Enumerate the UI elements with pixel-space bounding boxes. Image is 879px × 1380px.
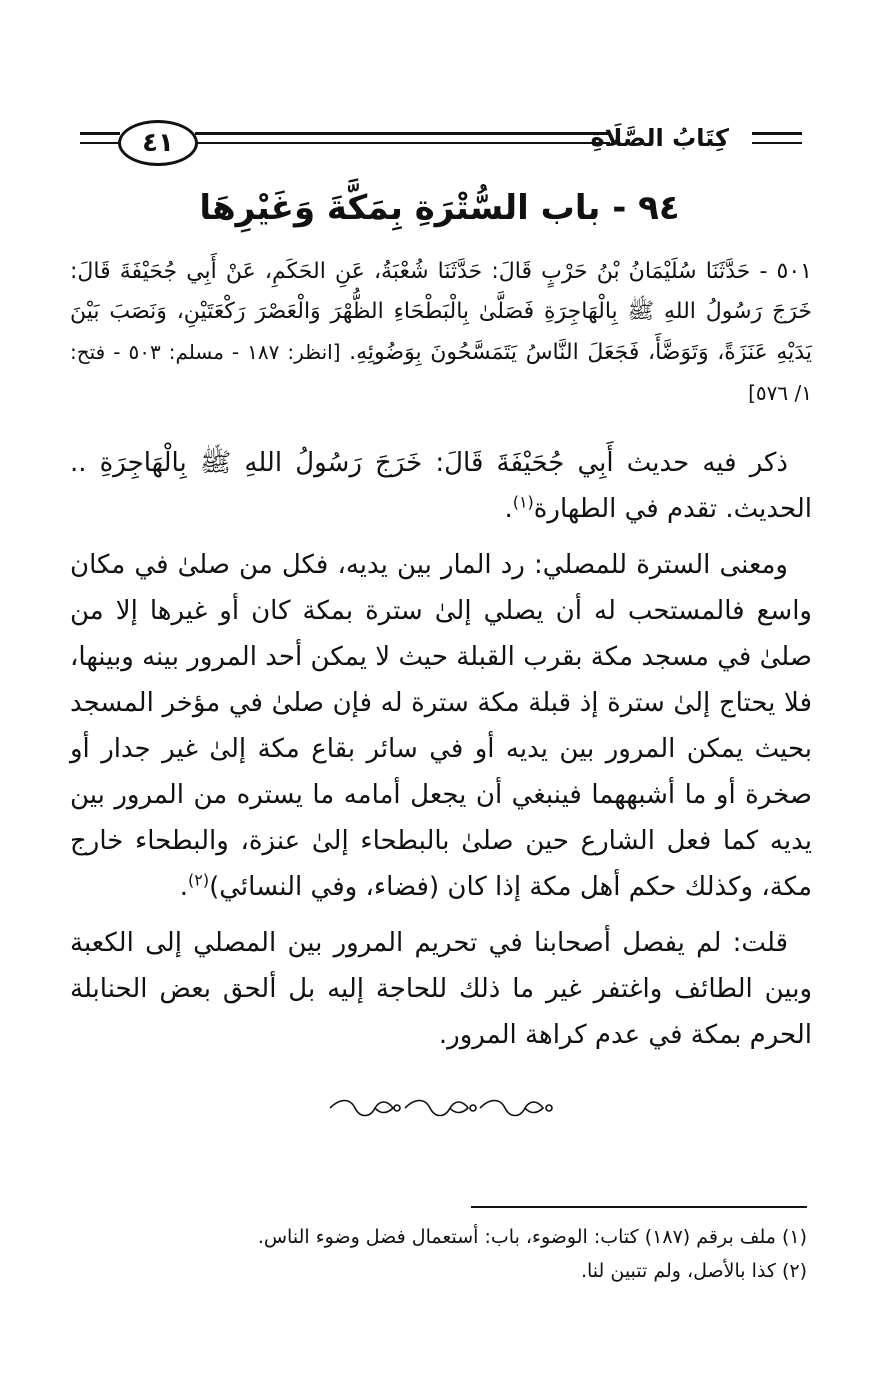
footnotes [67, 1220, 807, 1288]
running-header [0, 110, 879, 180]
hadith-body: ٥٠١ - حَدَّثَنَا سُلَيْمَانُ بْنُ حَرْبٍ قَالَ: حَدَّثَنَا شُعْبَةُ، عَنِ الحَكَمِ، عَنْ أَبِي جُحَيْفَةَ قَالَ: خَرَجَ رَسُولُ اللهِ ﷺ بِالْهَاجِرَةِ فَصَلَّىٰ بِالْبَطْحَاءِ الظُّهْرَ وَالْعَصْرَ رَكْعَتَيْنِ، وَنَصَبَ بَيْنَ يَدَيْهِ عَنَزَةً، وَتَوَضَّأَ، فَجَعَلَ النَّاسُ يَتَمَسَّحُونَ بِوَضُوئِهِ. [70, 259, 812, 365]
page-number: ٤١ [118, 120, 198, 166]
commentary-paragraph-1 [70, 440, 812, 532]
header-rule-right-bottom [752, 142, 802, 144]
commentary-p1-text: ذكر فيه حديث أَبِي جُحَيْفَةَ قَالَ: خَرَجَ رَسُولُ اللهِ ﷺ بِالْهَاجِرَةِ .. الحديث. تقدم في الطهارة [70, 448, 812, 524]
footnote-marker-1: (١) [512, 492, 534, 512]
book-title: كِتَابُ الصَّلَاةِ [590, 124, 729, 152]
commentary-p1-end: . [504, 494, 513, 524]
footnote-separator [471, 1206, 807, 1208]
header-rule-middle-bottom [195, 142, 610, 144]
commentary-p2-end: . [179, 872, 189, 902]
section-ornament [0, 1096, 879, 1120]
commentary-p2-text: ومعنى السترة للمصلي: رد المار بين يديه، فكل من صلىٰ في مكان واسع فالمستحب له أن يصلي إلىٰ سترة بمكة كان أو غيرها إلا من صلىٰ في مسجد مكة بقرب القبلة حيث لا يمكن أحد المرور بينه وبينها، فلا يحتاج إلىٰ سترة إذ قبلة مكة سترة له فإن صلىٰ في مؤخر المسجد بحيث يمكن المرور بين يديه أو في سائر بقاع مكة إلىٰ غير جدار أو صخرة أو ما أشبههما فينبغي أن يجعل أمامه ما يستره من المرور بين يديه كما فعل الشارع حين صلىٰ بالبطحاء إلىٰ عنزة، والبطحاء خارج مكة، وكذلك حكم أهل مكة إذا كان (فضاء، وفي النسائي) [70, 550, 812, 902]
header-rule-left-bottom [80, 142, 120, 144]
header-rule-right-top [752, 132, 802, 135]
chapter-title: ٩٤ - باب السُّتْرَةِ بِمَكَّةَ وَغَيْرِهَا [199, 188, 680, 228]
footnote-1: (١) ملف برقم (١٨٧) كتاب: الوضوء، باب: أستعمال فضل وضوء الناس. [257, 1226, 807, 1248]
footnote-2: (٢) كذا بالأصل، ولم تتبين لنا. [580, 1260, 807, 1282]
hadith-reference: [انظر: ١٨٧ - مسلم: ٥٠٣ - فتح: ١/ ٥٧٦] [70, 340, 812, 405]
ornament-icon [325, 1096, 555, 1120]
commentary-paragraph-2 [70, 542, 812, 910]
hadith-text [70, 252, 812, 414]
header-rule-left-top [80, 132, 120, 135]
commentary-paragraph-3: قلت: لم يفصل أصحابنا في تحريم المرور بين المصلي إلى الكعبة وبين الطائف واغتفر غير ما ذلك للحاجة إليه بل ألحق بعض الحنابلة الحرم بمكة في عدم كراهة المرور. [70, 928, 812, 1050]
footnote-marker-2: (٢) [188, 870, 210, 890]
commentary [70, 440, 812, 1068]
header-rule-middle-top [195, 132, 610, 135]
